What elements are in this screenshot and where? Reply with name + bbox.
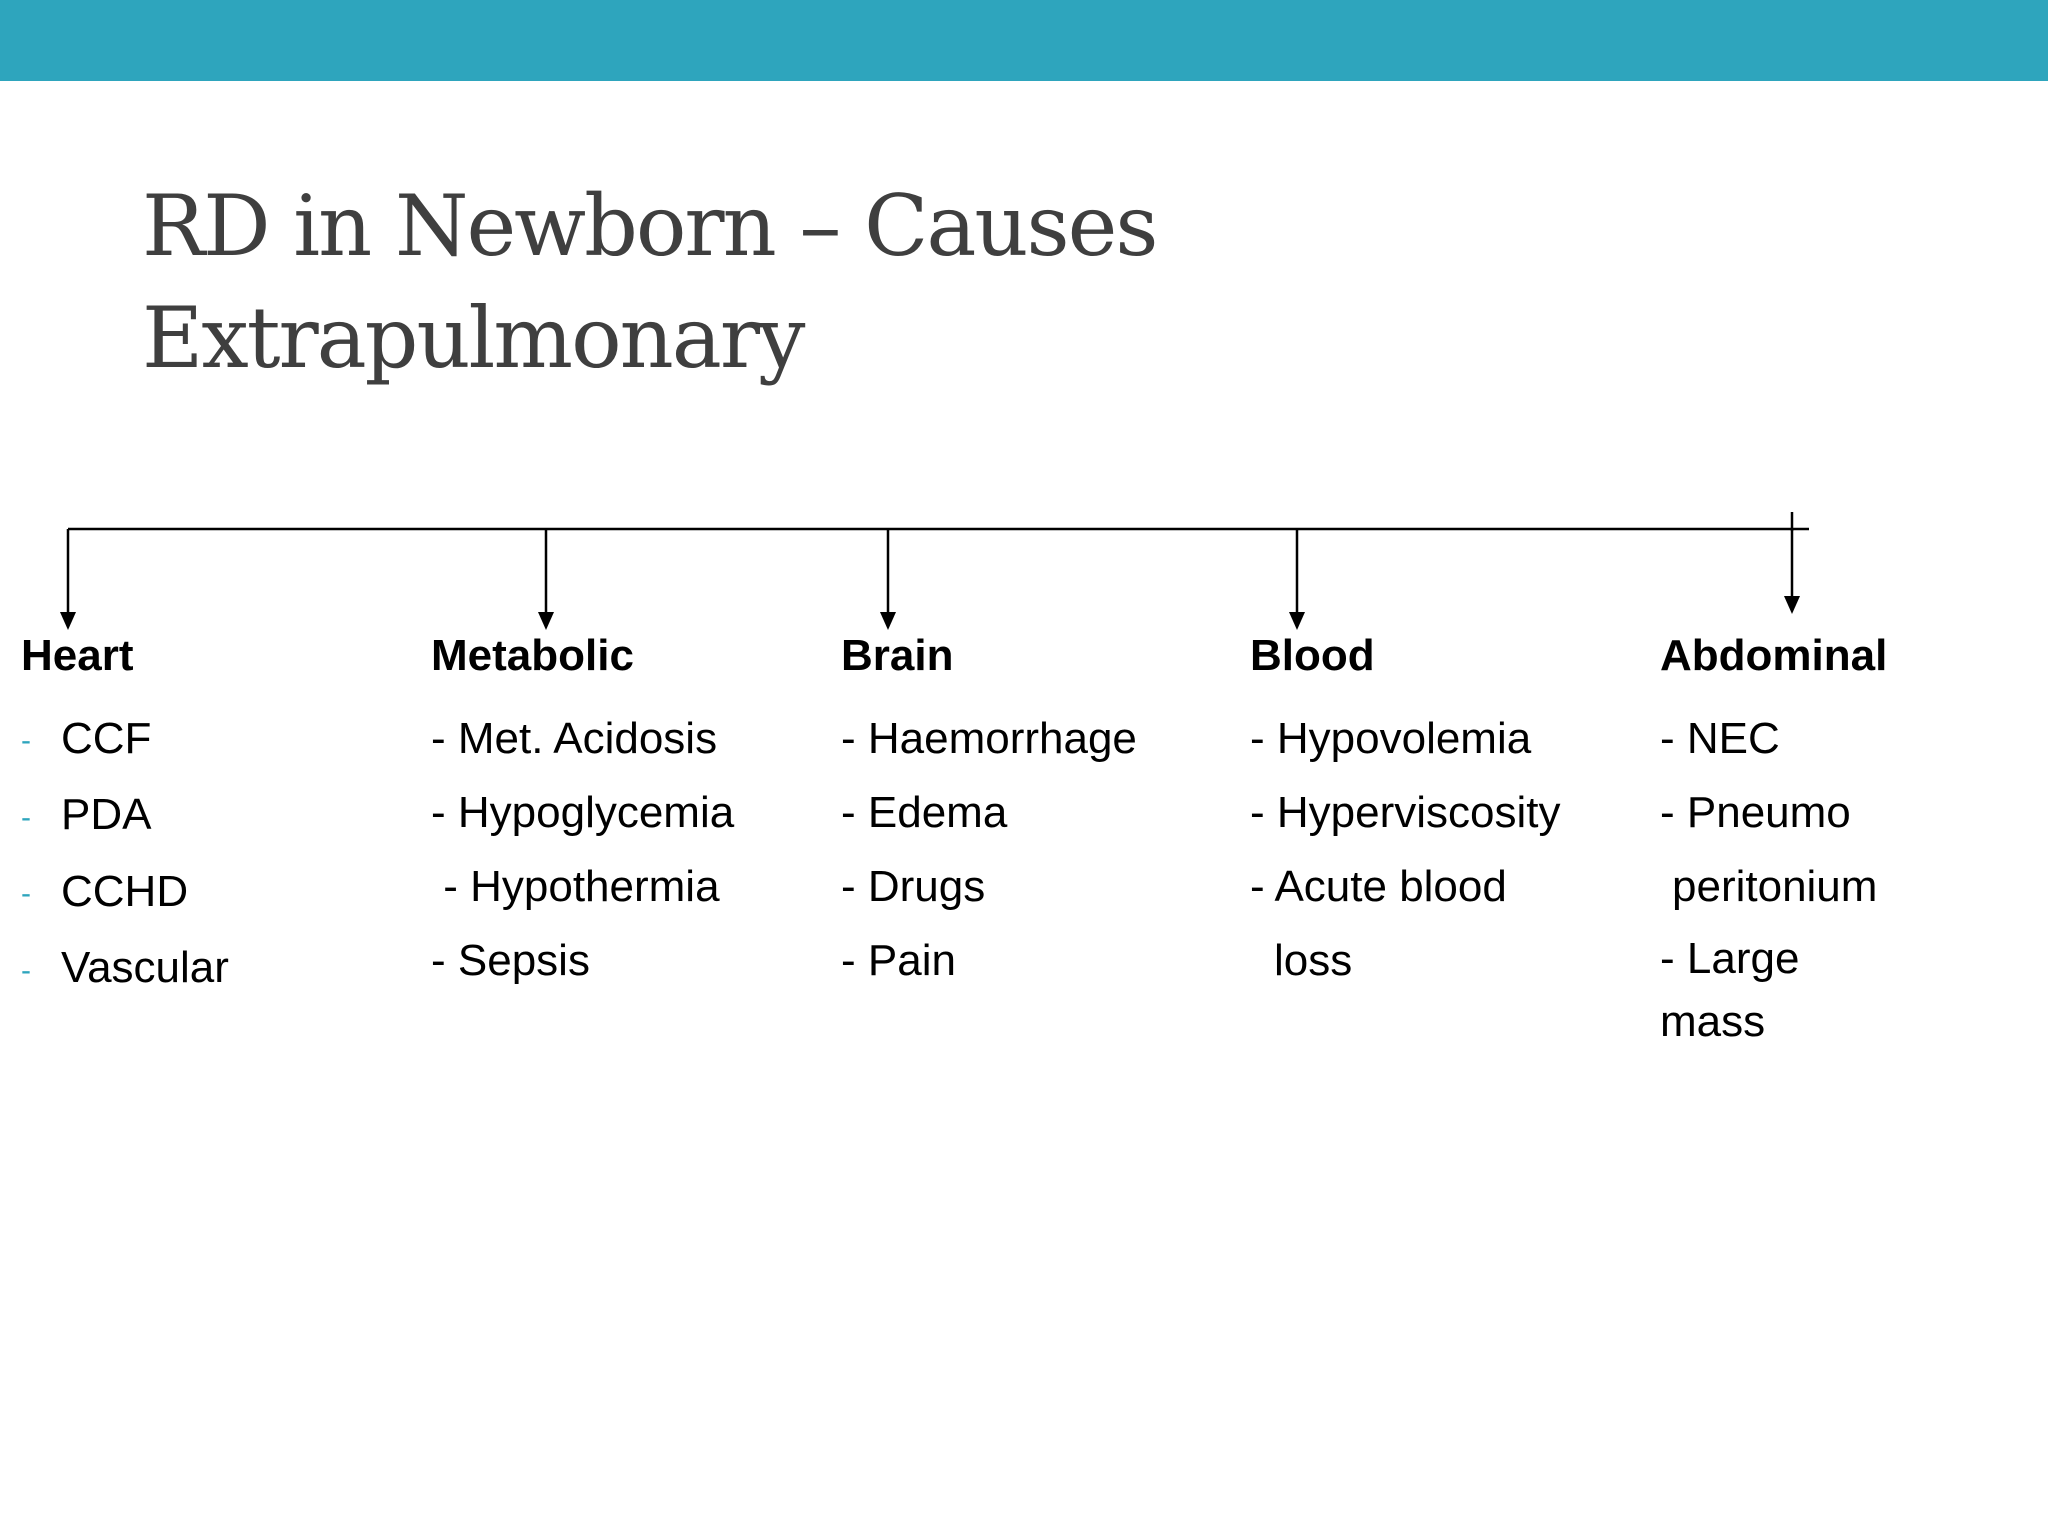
list-item: - Drugs xyxy=(841,862,986,911)
list-item: - Hypoglycemia xyxy=(431,788,735,837)
list-item: - Pain xyxy=(841,936,956,985)
list-item: - Hypothermia xyxy=(431,862,720,911)
category-blood xyxy=(1250,628,1561,998)
arrow-heart xyxy=(60,529,76,630)
list-item: - Hyperviscosity xyxy=(1250,788,1561,837)
bullet-dash: - xyxy=(21,953,31,987)
list-item: - Haemorrhage xyxy=(841,714,1137,763)
list-item: - Met. Acidosis xyxy=(431,714,718,763)
category-header-heart: Heart xyxy=(21,631,134,680)
list-item: - PDA xyxy=(21,778,229,854)
category-heart xyxy=(21,628,229,1008)
arrow-blood xyxy=(1289,529,1305,630)
category-header-blood: Blood xyxy=(1250,631,1375,680)
category-metabolic xyxy=(431,628,734,998)
arrow-abdominal xyxy=(1784,529,1800,614)
bullet-dash: - xyxy=(21,877,31,911)
list-item: - Hypovolemia xyxy=(1250,714,1532,763)
bullet-dash: - xyxy=(21,800,31,834)
arrow-brain xyxy=(880,529,896,630)
category-header-brain: Brain xyxy=(841,631,954,680)
list-item: - Vascular xyxy=(21,931,229,1007)
list-item: - Large xyxy=(1660,934,1800,983)
list-item: - CCF xyxy=(21,702,229,778)
category-brain xyxy=(841,628,1137,998)
category-header-abdominal: Abdominal xyxy=(1660,631,1888,680)
slide-title-line-1: RD in Newborn – Causes xyxy=(142,177,1157,275)
list-item: - NEC xyxy=(1660,714,1780,763)
slide-title-line-2: Extrapulmonary xyxy=(142,289,804,387)
list-item-continuation: mass xyxy=(1660,997,1766,1046)
list-item: - Edema xyxy=(841,788,1008,837)
list-item-continuation: peritonium xyxy=(1672,862,1878,911)
list-item-continuation: loss xyxy=(1274,936,1353,985)
list-item: - Sepsis xyxy=(431,936,590,985)
list-item: - Pneumo xyxy=(1660,788,1851,837)
bullet-dash: - xyxy=(21,724,31,758)
arrow-metabolic xyxy=(538,529,554,630)
list-item: - Acute blood xyxy=(1250,862,1507,911)
list-item: - CCHD xyxy=(21,855,229,931)
category-header-metabolic: Metabolic xyxy=(431,631,634,680)
category-abdominal xyxy=(1660,628,1887,1050)
